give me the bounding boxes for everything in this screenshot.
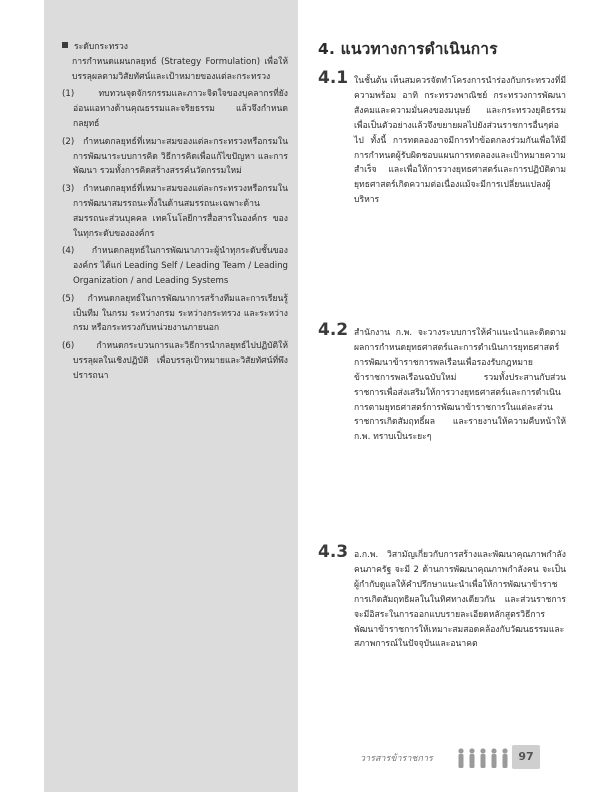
section-text: สำนักงาน ก.พ. จะวางระบบการให้คำแนะนำและติดตามผลการกำหนดยุทธศาสตร์และการดำเนินการยุทธศาสตร์การพัฒนาข้าราชการพลเรือนเพื่อรองรับกฎหมายข้าราชการพลเรือนฉบับใหม่ รวมทั้งประสานกับส่วนราชการเพื่อส่งเสริมให้การวางยุทธศาสตร์และการดำเนินการตามยุทธศาสตร์การพัฒนาข้าราชการในแต่ละส่วนราชการเกิดสัมฤทธิ์ผล และรายงานให้ความคืบหน้าให้ ก.พ. ทราบเป็นระยะๆ	[354, 328, 566, 443]
strategy-intro: การกำหนดแผนกลยุทธ์ (Strategy Formulation) เพื่อให้บรรลุผลตามวิสัยทัศน์และเป้าหมายของแต่ละกระทรวง	[72, 56, 288, 82]
section-number: 4.3	[318, 542, 349, 562]
strategy-item-5: (5) กำหนดกลยุทธ์ในการพัฒนาการสร้างทีมและการเรียนรู้เป็นทีม ในกรม ระหว่างกรม ระหว่างกระทรวง และระหว่างกรม หรือกระทรวงกับหน่วยงานภายนอก	[62, 293, 288, 334]
strategy-item-2: (2) กำหนดกลยุทธ์ที่เหมาะสมของแต่ละกระทรวงหรือกรมในการพัฒนาระบบการคิด วิธีการคิดเพื่อแก้ไขปัญหา และการพัฒนา รวมทั้งการคิดสร้างสรรค์นวัตกรรมใหม่	[62, 136, 288, 177]
people-group-icon	[456, 747, 512, 769]
page-number: 97	[512, 745, 540, 769]
section-text: ในชั้นต้น เห็นสมควรจัดทำโครงการนำร่องกับกระทรวงที่มีความพร้อม อาทิ กระทรวงพาณิชย์ กระทรวงการพัฒนาสังคมและความมั่นคงของมนุษย์ และกระทรวงยุติธรรม เพื่อเป็นตัวอย่างแล้วจึงขยายผลไปยังส่วนราชการอื่นๆต่อไป ทั้งนี้ การทดลองอาจมีการทำข้อตกลงร่วมกันเพื่อให้มีการกำหนดผู้รับผิดชอบแผนการทดลองและเป้าหมายความสำเร็จ และเพื่อให้การวางยุทธศาสตร์และการปฏิบัติตามยุทธศาสตร์เกิดความต่อเนื่องแม้จะมีการเปลี่ยนแปลงผู้บริหาร	[354, 76, 566, 206]
square-bullet-icon	[62, 42, 68, 48]
section-4-2	[318, 320, 566, 445]
strategy-item-4: (4) กำหนดกลยุทธ์ในการพัฒนาภาวะผู้นำทุกระดับชั้นขององค์กร ได้แก่ Leading Self / Leading Team / Leading Organization / and Leading Systems	[62, 246, 288, 286]
left-content	[62, 40, 288, 387]
strategy-item-3: (3) กำหนดกลยุทธ์ที่เหมาะสมของแต่ละกระทรวงหรือกรมในการพัฒนาสมรรถนะทั้งในด้านสมรรถนะเฉพาะด้าน สมรรถนะส่วนบุคคล เทคโนโลยีการสื่อสารในองค์กร ของในทุกระดับขององค์กร	[62, 184, 288, 239]
section-4-1	[318, 68, 566, 208]
section-4-3	[318, 542, 566, 652]
section-number: 4.1	[318, 68, 349, 88]
right-column	[306, 0, 568, 792]
strategy-item-6: (6) กำหนดกระบวนการและวิธีการนำกลยุทธ์ไปปฏิบัติให้บรรลุผลในเชิงปฏิบัติ เพื่อบรรลุเป้าหมายและวิสัยทัศน์ที่พึงปรารถนา	[62, 341, 288, 381]
section-text: อ.ก.พ. วิสามัญเกี่ยวกับการสร้างและพัฒนาคุณภาพกำลังคนภาครัฐ จะมี 2 ด้านการพัฒนาคุณภาพกำลังคน จะเป็นผู้กำกับดูแลให้คำปรึกษาแนะนำเพื่อให้การพัฒนาข้าราชการเกิดสัมฤทธิผลในในทิศทางเดียวกัน และส่วนราชการจะมีอิสระในการออกแบบรายละเอียดหลักสูตรวิธีการพัฒนาข้าราชการให้เหมาะสมสอดคล้องกับวัฒนธรรมและสภาพการณ์ในปัจจุบันและอนาคต	[354, 550, 566, 650]
section-number: 4.2	[318, 320, 349, 340]
strategy-item-1: (1) ทบทวนจุดจักรกรรมและภาวะจิตใจของบุคลากรที่ยังอ่อนแอทางด้านคุณธรรมและจริยธรรม แล้วจึงกำหนดกลยุทธ์	[62, 89, 288, 129]
page-footer	[360, 745, 575, 771]
ministry-level-heading: ระดับกระทรวง	[62, 40, 288, 55]
journal-name: วารสารข้าราชการ	[360, 754, 433, 764]
section-title: 4. แนวทางการดำเนินการ	[318, 40, 498, 58]
